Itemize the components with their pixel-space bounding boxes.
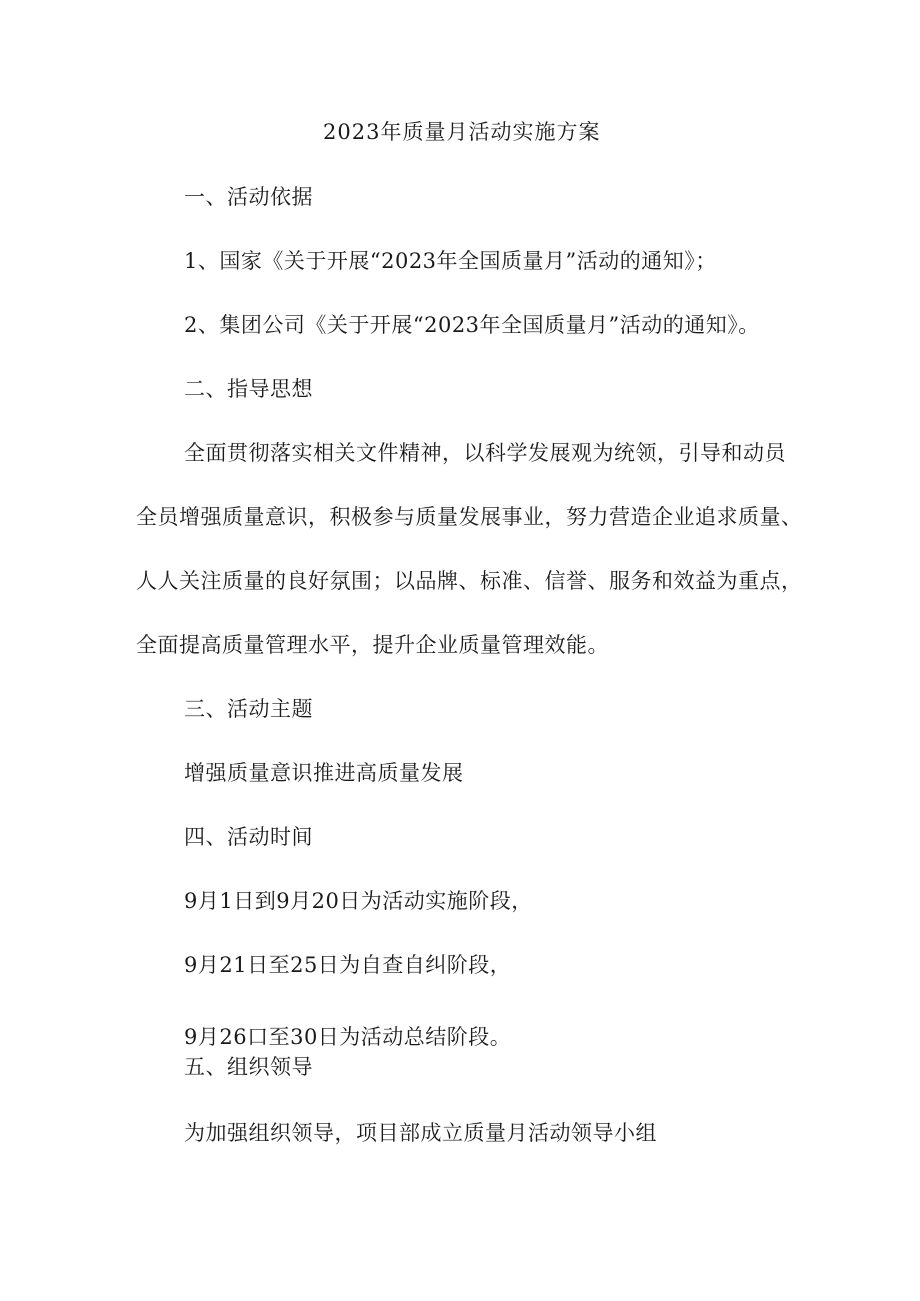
basis-item-2: 2、集团公司《关于开展“2023年全国质量月”活动的通知》。 — [184, 313, 760, 337]
organization-text: 为加强组织领导，项目部成立质量月活动领导小组 — [184, 1121, 657, 1145]
document-title: 2023年质量月活动实施方案 — [323, 120, 601, 144]
guiding-paragraph-line: 全面贯彻落实相关文件精神，以科学发展观为统领，引导和动员 — [184, 441, 786, 465]
section-heading-organization: 五、组织领导 — [184, 1055, 313, 1079]
time-line: 9月1日到9月20日为活动实施阶段， — [184, 889, 533, 913]
section-heading-basis: 一、活动依据 — [184, 185, 313, 209]
theme-text: 增强质量意识推进高质量发展 — [184, 761, 464, 785]
section-heading-theme: 三、活动主题 — [184, 697, 313, 721]
guiding-paragraph-line: 全面提高质量管理水平，提升企业质量管理效能。 — [136, 633, 609, 657]
guiding-paragraph-line: 全员增强质量意识，积极参与质量发展事业，努力营造企业追求质量、 — [136, 505, 803, 529]
basis-item-1: 1、国家《关于开展“2023年全国质量月”活动的通知》； — [184, 249, 717, 273]
time-line: 9月21日至25日为自查自纠阶段， — [184, 953, 512, 977]
section-heading-guiding: 二、指导思想 — [184, 377, 313, 401]
section-heading-time: 四、活动时间 — [184, 825, 313, 849]
guiding-paragraph-line: 人人关注质量的良好氛围；以品牌、标准、信誉、服务和效益为重点， — [136, 569, 803, 593]
time-line: 9月26口至30日为活动总结阶段。 — [184, 1025, 512, 1049]
